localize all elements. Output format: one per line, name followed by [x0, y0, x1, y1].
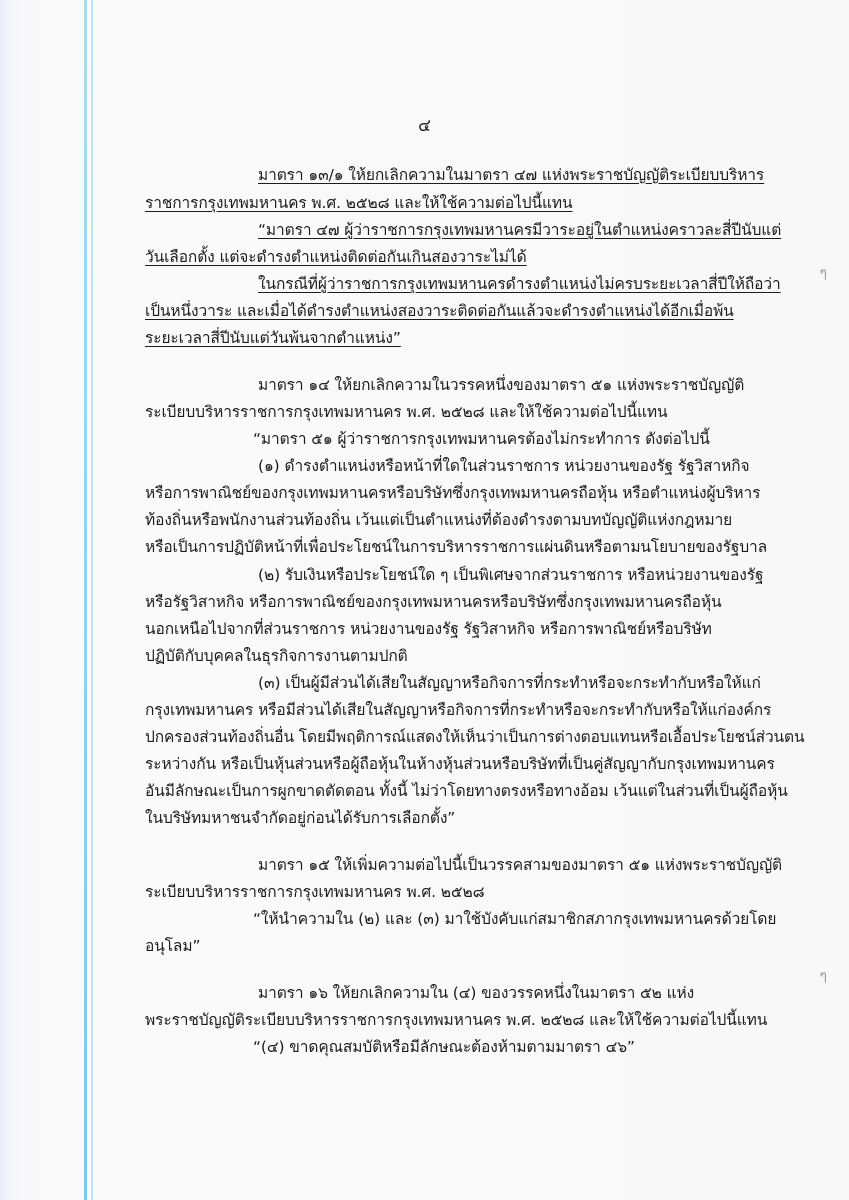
section-14-line-7: หรือเป็นการปฏิบัติหน้าที่เพื่อประโยชน์ในการบริหารราชการแผ่นดินหรือตามนโยบายของรัฐบาล — [145, 538, 768, 556]
margin-mark: ๆ — [819, 968, 827, 984]
section-14-line-10: นอกเหนือไปจากที่ส่วนราชการ หน่วยงานของรัฐ รัฐวิสาหกิจ หรือการพาณิชย์หรือบริษัท — [145, 620, 712, 638]
section-15-line-2: ระเบียบบริหารราชการกรุงเทพมหานคร พ.ศ. ๒๕๒๘ — [145, 883, 485, 901]
margin-mark: ๆ — [819, 265, 827, 281]
section-14-line-14: ปกครองส่วนท้องถิ่นอื่น โดยมีพฤติการณ์แสดงให้เห็นว่าเป็นการต่างตอบแทนหรือเอื้อประโยชน์ส่วนตน — [145, 728, 805, 746]
section-14-line-2: ระเบียบบริหารราชการกรุงเทพมหานคร พ.ศ. ๒๕๒๘ และให้ใช้ความต่อไปนี้แทน — [145, 403, 668, 421]
section-14-line-12: (๓) เป็นผู้มีส่วนได้เสียในสัญญาหรือกิจการที่กระทำหรือจะกระทำกับหรือให้แก่ — [258, 674, 761, 692]
section-14-line-3: “มาตรา ๕๑ ผู้ว่าราชการกรุงเทพมหานครต้องไม่กระทำการ ดังต่อไปนี้ — [253, 430, 710, 448]
section-16-line-2: พระราชบัญญัติระเบียบบริหารราชการกรุงเทพมหานคร พ.ศ. ๒๕๒๘ และให้ใช้ความต่อไปนี้แทน — [145, 1011, 768, 1029]
margin-guide-line — [84, 0, 87, 1200]
section-13-line-3: “มาตรา ๔๗ ผู้ว่าราชการกรุงเทพมหานครมีวาระอยู่ในตำแหน่งคราวละสี่ปีนับแต่ — [258, 221, 782, 239]
section-14-line-17: ในบริษัทมหาชนจำกัดอยู่ก่อนได้รับการเลือกตั้ง” — [145, 809, 456, 827]
section-14-line-15: ระหว่างกัน หรือเป็นหุ้นส่วนหรือผู้ถือหุ้นในห้างหุ้นส่วนหรือบริษัทที่เป็นคู่สัญญากับกรุงเทพมหานคร — [145, 755, 775, 773]
section-15-line-4: อนุโลม” — [145, 937, 201, 955]
section-15-line-1: มาตรา ๑๕ ให้เพิ่มความต่อไปนี้เป็นวรรคสามของมาตรา ๕๑ แห่งพระราชบัญญัติ — [258, 856, 783, 874]
section-14-line-1: มาตรา ๑๔ ให้ยกเลิกความในวรรคหนึ่งของมาตรา ๕๑ แห่งพระราชบัญญัติ — [258, 376, 745, 394]
section-14-line-6: ท้องถิ่นหรือพนักงานส่วนท้องถิ่น เว้นแต่เป็นตำแหน่งที่ต้องดำรงตามบทบัญญัติแห่งกฎหมาย — [145, 511, 733, 529]
section-16-line-3: “(๔) ขาดคุณสมบัติหรือมีลักษณะต้องห้ามตามมาตรา ๔๖” — [253, 1038, 635, 1056]
section-13-line-1: มาตรา ๑๓/๑ ให้ยกเลิกความในมาตรา ๔๗ แห่งพระราชบัญญัติระเบียบบริหาร — [258, 166, 765, 184]
section-14-line-16: อันมีลักษณะเป็นการผูกขาดตัดตอน ทั้งนี้ ไม่ว่าโดยทางตรงหรือทางอ้อม เว้นแต่ในส่วนที่เป็นผู้ถือหุ้น — [145, 782, 788, 800]
section-15-line-3: “ให้นำความใน (๒) และ (๓) มาใช้บังคับแก่สมาชิกสภากรุงเทพมหานครด้วยโดย — [253, 910, 777, 928]
section-13-line-2: ราชการกรุงเทพมหานคร พ.ศ. ๒๕๒๘ และให้ใช้ความต่อไปนี้แทน — [145, 194, 573, 212]
section-14-line-13: กรุงเทพมหานคร หรือมีส่วนได้เสียในสัญญาหรือกิจการที่กระทำหรือจะกระทำกับหรือให้แก่องค์กร — [145, 701, 772, 719]
section-13-line-4: วันเลือกตั้ง แต่จะดำรงตำแหน่งติดต่อกันเกินสองวาระไม่ได้ — [145, 248, 527, 266]
section-14-line-9: หรือรัฐวิสาหกิจ หรือการพาณิชย์ของกรุงเทพมหานครหรือบริษัทซึ่งกรุงเทพมหานครถือหุ้น — [145, 593, 722, 611]
section-13-line-6: เป็นหนึ่งวาระ และเมื่อได้ดำรงตำแหน่งสองวาระติดต่อกันแล้วจะดำรงตำแหน่งได้อีกเมื่อพ้น — [145, 302, 734, 320]
margin-guide-line-inner — [91, 0, 93, 1200]
section-14-line-11: ปฏิบัติกับบุคคลในธุรกิจการงานตามปกติ — [145, 647, 408, 665]
page-number: ๔ — [418, 116, 431, 136]
section-13-line-7: ระยะเวลาสี่ปีนับแต่วันพ้นจากตำแหน่ง” — [145, 329, 401, 347]
section-13-line-5: ในกรณีที่ผู้ว่าราชการกรุงเทพมหานครดำรงตำแหน่งไม่ครบระยะเวลาสี่ปีให้ถือว่า — [258, 275, 781, 293]
section-14-line-8: (๒) รับเงินหรือประโยชน์ใด ๆ เป็นพิเศษจากส่วนราชการ หรือหน่วยงานของรัฐ — [258, 566, 764, 584]
section-14-line-5: หรือการพาณิชย์ของกรุงเทพมหานครหรือบริษัทซึ่งกรุงเทพมหานครถือหุ้น หรือตำแหน่งผู้บริหาร — [145, 484, 761, 502]
section-14-line-4: (๑) ดำรงตำแหน่งหรือหน้าที่ใดในส่วนราชการ หน่วยงานของรัฐ รัฐวิสาหกิจ — [258, 457, 750, 475]
section-16-line-1: มาตรา ๑๖ ให้ยกเลิกความใน (๔) ของวรรคหนึ่งในมาตรา ๕๒ แห่ง — [258, 984, 695, 1002]
